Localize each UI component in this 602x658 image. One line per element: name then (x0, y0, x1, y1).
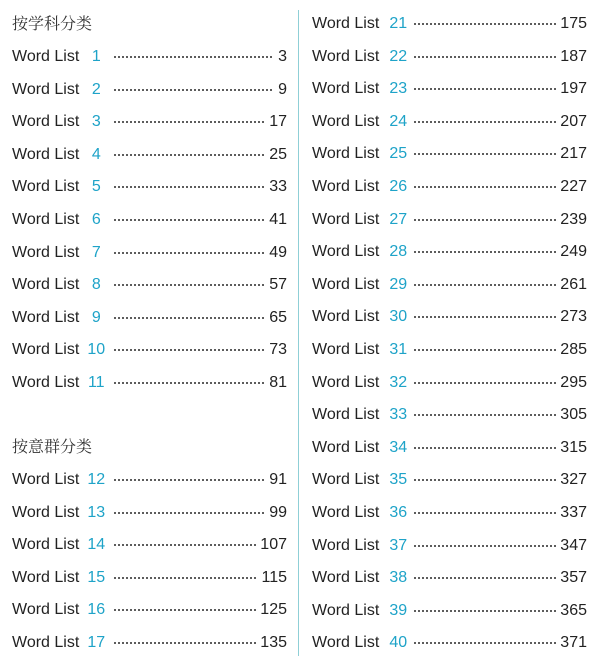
entry-list-number: 23 (389, 80, 408, 98)
entry-label: Word List (12, 211, 80, 228)
dot-leader (113, 479, 265, 481)
entry-list-number: 30 (389, 308, 408, 326)
entry-list-number: 21 (389, 15, 408, 32)
dot-leader (113, 317, 265, 319)
toc-entry[interactable] (312, 77, 587, 101)
entry-list-number: 5 (91, 178, 101, 196)
entry-page-number: 41 (269, 211, 287, 228)
entry-label: Word List (12, 178, 80, 196)
dot-leader (413, 284, 556, 286)
entry-list-number: 33 (389, 406, 408, 424)
entry-label: Word List (312, 373, 380, 391)
entry-label: Word List (312, 15, 380, 32)
dot-leader (413, 186, 556, 188)
entry-page-number: 99 (269, 503, 287, 521)
dot-leader (113, 56, 273, 58)
dot-leader (413, 251, 556, 253)
entry-page-number: 295 (560, 373, 587, 391)
toc-entry[interactable] (312, 110, 587, 134)
toc-entry[interactable] (312, 45, 587, 69)
entry-page-number: 261 (560, 275, 587, 293)
dot-leader (413, 316, 556, 318)
dot-leader (413, 512, 556, 514)
entry-page-number: 285 (560, 341, 587, 358)
dot-leader (113, 512, 265, 514)
toc-entry[interactable] (12, 45, 287, 69)
dot-leader (413, 153, 556, 155)
toc-entry[interactable] (12, 273, 287, 297)
toc-entry[interactable] (312, 468, 587, 492)
dot-leader (113, 382, 265, 384)
section-heading-subject: 按学科分类 (12, 14, 93, 33)
entry-list-number: 28 (389, 243, 408, 261)
entry-page-number: 9 (278, 80, 287, 98)
entry-page-number: 327 (560, 471, 587, 489)
dot-leader (113, 284, 265, 286)
entry-label: Word List (312, 275, 380, 293)
toc-entry[interactable] (312, 208, 587, 232)
entry-page-number: 57 (269, 276, 287, 294)
entry-page-number: 65 (269, 308, 287, 326)
entry-label: Word List (312, 145, 380, 163)
toc-entry[interactable] (12, 143, 287, 167)
entry-list-number: 4 (91, 145, 101, 163)
toc-entry[interactable] (312, 371, 587, 395)
toc-entry[interactable] (12, 306, 287, 330)
entry-label: Word List (312, 308, 380, 326)
entry-list-number: 2 (91, 80, 101, 98)
toc-entry[interactable] (12, 566, 287, 590)
dot-leader (113, 642, 256, 644)
entry-list-number: 14 (87, 536, 106, 554)
section-heading-meaning: 按意群分类 (12, 437, 93, 456)
entry-page-number: 33 (269, 178, 287, 196)
entry-list-number: 35 (389, 471, 408, 489)
dot-leader (413, 349, 556, 351)
entry-page-number: 227 (560, 178, 587, 195)
entry-list-number: 37 (389, 536, 408, 554)
toc-entry[interactable] (312, 534, 587, 558)
dot-leader (413, 414, 556, 416)
entry-label: Word List (12, 374, 80, 391)
toc-entry[interactable] (312, 599, 587, 623)
entry-page-number: 81 (269, 374, 287, 391)
entry-page-number: 115 (261, 568, 287, 586)
entry-list-number: 13 (87, 503, 106, 521)
entry-label: Word List (312, 112, 380, 130)
toc-entry[interactable] (12, 110, 287, 134)
entry-label: Word List (12, 341, 80, 359)
dot-leader (113, 349, 265, 351)
toc-entry[interactable] (12, 468, 287, 492)
toc-entry[interactable] (312, 305, 587, 329)
entry-list-number: 1 (91, 48, 101, 65)
entry-list-number: 9 (91, 308, 101, 326)
entry-page-number: 249 (560, 243, 587, 261)
dot-leader (113, 121, 265, 123)
dot-leader (113, 219, 265, 221)
dot-leader (413, 219, 556, 221)
dot-leader (113, 577, 257, 579)
entry-label: Word List (312, 504, 380, 521)
entry-label: Word List (12, 113, 80, 131)
entry-list-number: 32 (389, 373, 408, 391)
toc-entry[interactable] (12, 371, 287, 395)
toc-entry[interactable] (312, 631, 587, 655)
entry-label: Word List (12, 48, 80, 65)
dot-leader (413, 479, 556, 481)
toc-entry[interactable] (312, 175, 587, 199)
entry-list-number: 22 (389, 47, 408, 65)
entry-list-number: 29 (389, 275, 408, 293)
entry-list-number: 7 (91, 243, 101, 261)
entry-page-number: 49 (269, 243, 287, 261)
entry-page-number: 25 (269, 145, 287, 163)
toc-entry[interactable] (12, 533, 287, 557)
dot-leader (413, 23, 556, 25)
entry-label: Word List (312, 47, 380, 65)
entry-list-number: 11 (87, 374, 105, 391)
dot-leader (413, 382, 556, 384)
entry-label: Word List (12, 601, 80, 619)
entry-list-number: 25 (389, 145, 408, 163)
toc-entry[interactable] (312, 240, 587, 264)
dot-leader (113, 609, 256, 611)
entry-page-number: 337 (560, 504, 587, 521)
toc-entry[interactable] (12, 598, 287, 622)
entry-label: Word List (12, 568, 80, 586)
entry-label: Word List (312, 243, 380, 261)
entry-page-number: 73 (269, 341, 287, 359)
entry-label: Word List (312, 601, 380, 619)
entry-page-number: 371 (560, 634, 587, 652)
entry-list-number: 3 (91, 113, 101, 131)
entry-label: Word List (312, 471, 380, 489)
entry-label: Word List (12, 471, 80, 488)
entry-label: Word List (312, 536, 380, 554)
entry-label: Word List (12, 634, 80, 651)
entry-page-number: 187 (560, 47, 587, 65)
entry-page-number: 91 (269, 471, 287, 488)
entry-label: Word List (12, 503, 80, 521)
dot-leader (113, 154, 265, 156)
entry-list-number: 24 (389, 112, 408, 130)
toc-entry[interactable] (312, 501, 587, 525)
toc-entry[interactable] (312, 436, 587, 460)
dot-leader (413, 642, 556, 644)
entry-list-number: 6 (91, 211, 101, 228)
toc-entry[interactable] (312, 273, 587, 297)
entry-label: Word List (12, 145, 80, 163)
dot-leader (413, 545, 556, 547)
toc-entry[interactable] (312, 566, 587, 590)
entry-list-number: 26 (389, 178, 408, 195)
entry-label: Word List (312, 569, 380, 587)
dot-leader (113, 186, 265, 188)
entry-label: Word List (312, 438, 380, 456)
entry-page-number: 3 (278, 48, 287, 65)
dot-leader (413, 447, 556, 449)
toc-entry[interactable] (312, 12, 587, 36)
toc-entry[interactable] (12, 501, 287, 525)
entry-page-number: 135 (260, 634, 287, 651)
entry-label: Word List (312, 406, 380, 424)
entry-page-number: 197 (560, 80, 587, 98)
entry-label: Word List (12, 276, 80, 294)
entry-list-number: 31 (389, 341, 408, 358)
entry-list-number: 16 (87, 601, 106, 619)
entry-label: Word List (312, 341, 380, 358)
entry-label: Word List (12, 80, 80, 98)
toc-entry[interactable] (12, 631, 287, 655)
entry-page-number: 347 (560, 536, 587, 554)
entry-page-number: 217 (560, 145, 587, 163)
toc-entry[interactable] (12, 338, 287, 362)
toc-entry[interactable] (312, 142, 587, 166)
entry-label: Word List (312, 634, 380, 652)
entry-list-number: 40 (389, 634, 408, 652)
entry-page-number: 207 (560, 112, 587, 130)
dot-leader (413, 56, 556, 58)
entry-page-number: 239 (560, 210, 587, 228)
entry-list-number: 15 (87, 568, 106, 586)
dot-leader (413, 121, 556, 123)
entry-page-number: 365 (560, 601, 587, 619)
dot-leader (113, 544, 256, 546)
dot-leader (113, 252, 265, 254)
toc-entry[interactable] (12, 175, 287, 199)
entry-page-number: 273 (560, 308, 587, 326)
entry-label: Word List (312, 210, 380, 228)
entry-label: Word List (12, 536, 80, 554)
entry-label: Word List (312, 178, 380, 195)
entry-label: Word List (312, 80, 380, 98)
entry-list-number: 8 (91, 276, 101, 294)
dot-leader (413, 610, 556, 612)
toc-entry[interactable] (12, 78, 287, 102)
entry-label: Word List (12, 308, 80, 326)
toc-entry[interactable] (312, 403, 587, 427)
column-divider (298, 10, 299, 656)
entry-list-number: 36 (389, 504, 408, 521)
entry-page-number: 107 (260, 536, 287, 554)
entry-page-number: 305 (560, 406, 587, 424)
entry-list-number: 39 (389, 601, 408, 619)
dot-leader (413, 577, 556, 579)
entry-page-number: 357 (560, 569, 587, 587)
toc-entry[interactable] (12, 241, 287, 265)
entry-page-number: 125 (260, 601, 287, 619)
entry-list-number: 17 (87, 634, 106, 651)
dot-leader (413, 88, 556, 90)
entry-label: Word List (12, 243, 80, 261)
entry-list-number: 38 (389, 569, 408, 587)
entry-page-number: 315 (560, 438, 587, 456)
entry-list-number: 27 (389, 210, 408, 228)
toc-entry[interactable] (312, 338, 587, 362)
entry-list-number: 12 (87, 471, 106, 488)
entry-page-number: 17 (269, 113, 287, 131)
entry-list-number: 34 (389, 438, 408, 456)
entry-list-number: 10 (87, 341, 106, 359)
dot-leader (113, 89, 273, 91)
entry-page-number: 175 (560, 15, 587, 32)
toc-entry[interactable] (12, 208, 287, 232)
